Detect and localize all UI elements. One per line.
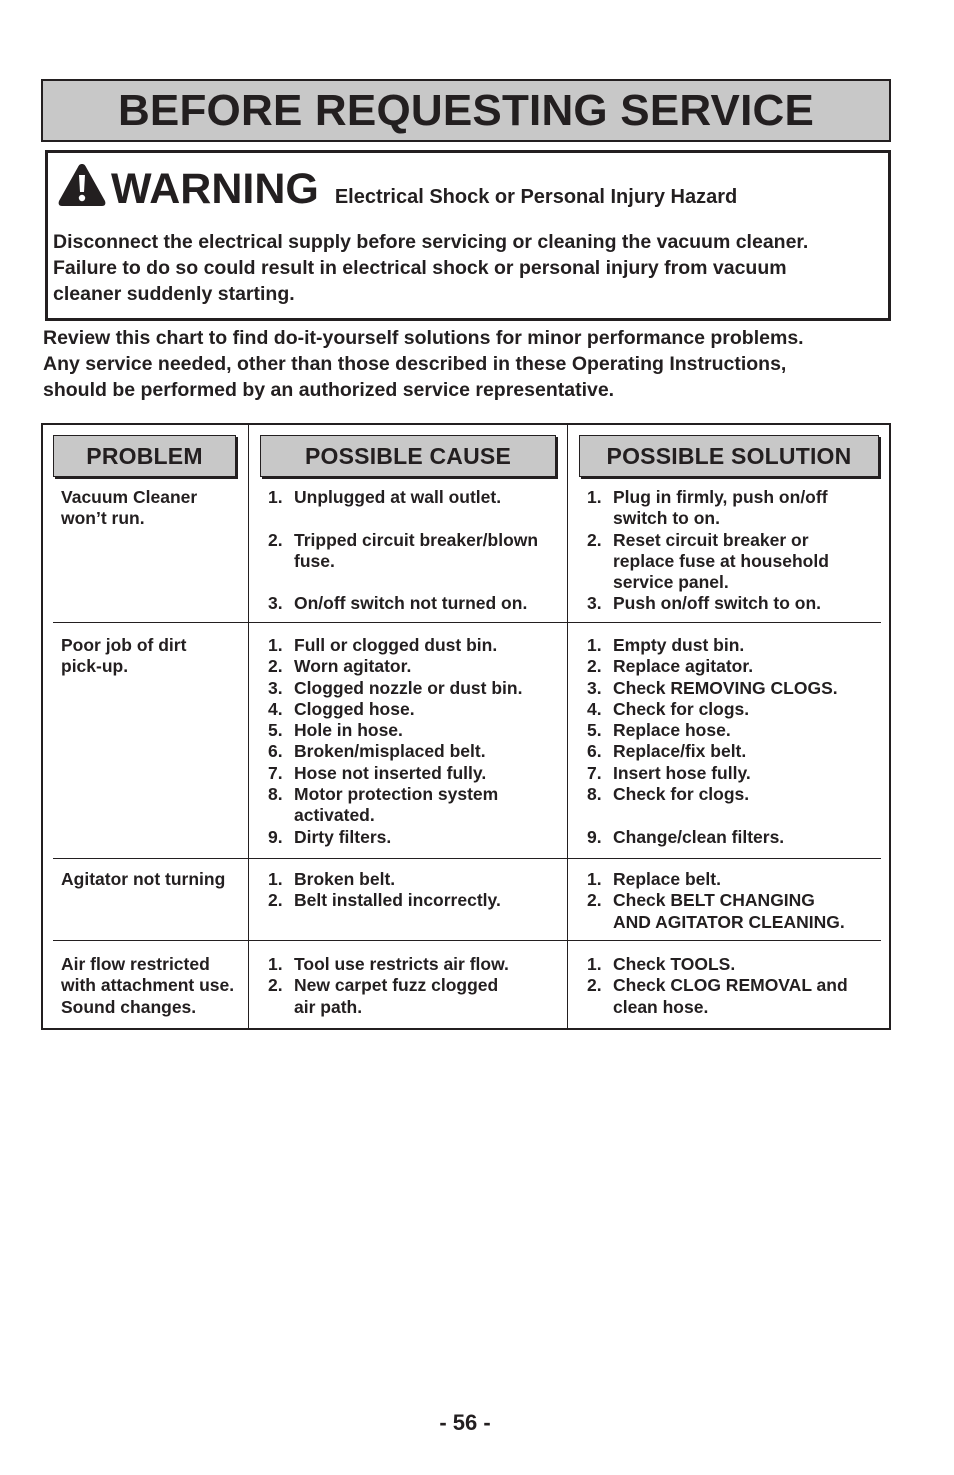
item-number: 9. <box>587 826 602 847</box>
page-number: - 56 - <box>439 1410 491 1435</box>
cause-item <box>268 699 568 720</box>
cause-item <box>268 763 568 784</box>
item-text <box>294 954 568 975</box>
item-text <box>294 720 568 741</box>
item-text <box>613 975 887 1018</box>
list-spacer <box>587 805 887 826</box>
item-line: Empty dust bin. <box>613 635 745 655</box>
solution-item <box>587 869 887 890</box>
problem-cell <box>61 954 251 1018</box>
item-number: 2. <box>587 975 602 996</box>
row-divider <box>53 622 881 623</box>
item-text <box>613 678 887 699</box>
item-line: Clogged nozzle or dust bin. <box>294 677 523 698</box>
item-number: 8. <box>587 784 602 805</box>
problem-line: pick-up. <box>61 656 129 677</box>
item-line: Unplugged at wall outlet. <box>294 487 502 507</box>
item-text <box>294 635 568 656</box>
solution-cell <box>587 635 887 848</box>
item-text <box>294 487 568 508</box>
item-number: 4. <box>587 698 602 719</box>
solution-item <box>587 635 887 656</box>
item-number: 7. <box>587 762 602 783</box>
item-line: Replace belt. <box>613 869 721 889</box>
solution-item <box>587 720 887 741</box>
item-line: Belt installed incorrectly. <box>294 890 501 911</box>
item-number: 1. <box>587 869 602 889</box>
item-text <box>294 869 568 890</box>
cause-item <box>268 741 568 762</box>
item-number: 1. <box>587 635 602 655</box>
solution-item <box>587 593 887 614</box>
item-number: 1. <box>268 487 283 507</box>
item-text <box>613 890 887 933</box>
item-line: Hole in hose. <box>294 720 403 741</box>
item-text <box>613 763 887 784</box>
cause-item <box>268 975 568 1018</box>
solution-item <box>587 741 887 762</box>
cause-item <box>268 890 568 911</box>
solution-item <box>587 678 887 699</box>
cause-item <box>268 954 568 975</box>
item-line: Insert hose fully. <box>613 762 751 783</box>
solution-item <box>587 699 887 720</box>
item-line: New carpet fuzz clogged <box>294 975 499 996</box>
item-line: Replace/fix belt. <box>613 741 747 762</box>
row-divider <box>53 940 881 941</box>
item-number: 1. <box>268 635 283 655</box>
item-text <box>613 699 887 720</box>
item-line: On/off switch not turned on. <box>294 593 528 614</box>
item-text <box>294 975 568 1018</box>
list-spacer <box>268 572 568 593</box>
item-line: Tool use restricts air flow. <box>294 954 509 974</box>
item-text <box>294 741 568 762</box>
item-line: replace fuse at household <box>613 550 829 571</box>
item-text <box>613 530 887 594</box>
item-line: Tripped circuit breaker/blown <box>294 529 539 550</box>
item-line: Motor protection system <box>294 784 499 805</box>
item-number: 3. <box>268 593 283 614</box>
item-number: 1. <box>268 869 283 889</box>
item-number: 3. <box>587 677 602 698</box>
solution-item <box>587 890 887 933</box>
item-text <box>294 656 568 677</box>
item-text <box>294 763 568 784</box>
cause-cell <box>268 954 568 1018</box>
item-text <box>294 530 568 573</box>
item-number: 2. <box>268 656 283 677</box>
item-number: 6. <box>587 741 602 762</box>
cause-item <box>268 784 568 827</box>
item-line: Worn agitator. <box>294 656 412 677</box>
item-line: Broken belt. <box>294 869 396 889</box>
item-line: switch to on. <box>613 508 720 529</box>
intro-line: Any service needed, other than those described in these Operating Instructions, <box>43 353 787 375</box>
item-text <box>613 741 887 762</box>
troubleshooting-chart <box>41 423 891 1030</box>
item-number: 1. <box>268 954 283 974</box>
item-number: 2. <box>268 890 283 911</box>
cause-item <box>268 635 568 656</box>
warning-text <box>53 229 885 307</box>
item-line: fuse. <box>294 550 335 571</box>
solution-item <box>587 975 887 1018</box>
item-number: 2. <box>587 529 602 550</box>
item-line: Change/clean filters. <box>613 826 785 847</box>
item-text <box>613 954 887 975</box>
item-line: Check for clogs. <box>613 698 750 719</box>
item-line: Clogged hose. <box>294 698 415 719</box>
warning-word: WARNING <box>111 165 319 213</box>
problem-line: Agitator not turning <box>61 869 226 889</box>
item-number: 1. <box>587 954 602 974</box>
item-number: 2. <box>587 656 602 677</box>
item-number: 6. <box>268 741 283 762</box>
warning-box <box>45 150 891 321</box>
item-line: air path. <box>294 996 363 1017</box>
cause-item <box>268 530 568 573</box>
solution-item <box>587 784 887 805</box>
item-text <box>613 593 887 614</box>
item-text <box>294 784 568 827</box>
item-number: 5. <box>268 720 283 741</box>
item-line: Replace hose. <box>613 720 731 741</box>
item-line: Check REMOVING CLOGS. <box>613 677 838 698</box>
item-line: Replace agitator. <box>613 656 754 677</box>
item-text <box>613 869 887 890</box>
item-text <box>613 487 887 530</box>
problem-line: Sound changes. <box>61 996 197 1017</box>
item-text <box>613 656 887 677</box>
cause-cell <box>268 487 568 615</box>
item-number: 3. <box>268 677 283 698</box>
problem-cell <box>61 869 251 890</box>
intro-line: Review this chart to find do-it-yourself solutions for minor performance problems. <box>43 327 804 349</box>
item-number: 2. <box>268 975 283 996</box>
item-text <box>613 784 887 805</box>
problem-line: Vacuum Cleaner <box>61 487 198 507</box>
item-text <box>294 593 568 614</box>
warning-line: Disconnect the electrical supply before servicing or cleaning the vacuum cleaner. <box>53 231 809 253</box>
item-line: clean hose. <box>613 996 709 1017</box>
warning-subtitle: Electrical Shock or Personal Injury Hazard <box>334 186 738 208</box>
solution-item <box>587 487 887 530</box>
item-text <box>294 678 568 699</box>
cause-item <box>268 869 568 890</box>
problem-line: Poor job of dirt <box>61 635 187 655</box>
item-line: AND AGITATOR CLEANING. <box>613 911 845 932</box>
intro-line: should be performed by an authorized service representative. <box>43 379 615 401</box>
item-text <box>613 635 887 656</box>
warning-header <box>57 163 737 211</box>
problem-line: with attachment use. <box>61 975 235 996</box>
item-number: 4. <box>268 698 283 719</box>
problem-line: Air flow restricted <box>61 954 210 974</box>
item-text <box>294 890 568 911</box>
item-line: Plug in firmly, push on/off <box>613 487 828 507</box>
page-title-bar <box>41 79 891 142</box>
item-line: Hose not inserted fully. <box>294 762 487 783</box>
warning-line: cleaner suddenly starting. <box>53 283 295 305</box>
item-line: Dirty filters. <box>294 826 392 847</box>
item-text <box>613 827 887 848</box>
item-line: Reset circuit breaker or <box>613 529 809 550</box>
solution-cell <box>587 869 887 933</box>
cause-item <box>268 720 568 741</box>
item-number: 3. <box>587 593 602 614</box>
item-text <box>613 720 887 741</box>
solution-item <box>587 827 887 848</box>
item-number: 5. <box>587 720 602 741</box>
warning-triangle-icon <box>57 163 107 207</box>
item-line: Push on/off switch to on. <box>613 593 822 614</box>
cause-item <box>268 827 568 848</box>
header-possible-solution: POSSIBLE SOLUTION <box>579 435 879 477</box>
item-line: service panel. <box>613 572 729 593</box>
item-text <box>294 827 568 848</box>
solution-item <box>587 656 887 677</box>
item-number: 1. <box>587 487 602 507</box>
cause-cell <box>268 869 568 912</box>
item-line: Full or clogged dust bin. <box>294 635 498 655</box>
cause-cell <box>268 635 568 848</box>
cause-item <box>268 593 568 614</box>
problem-cell <box>61 487 251 530</box>
solution-item <box>587 530 887 594</box>
problem-line: won’t run. <box>61 508 145 529</box>
solution-cell <box>587 487 887 615</box>
item-text <box>294 699 568 720</box>
item-line: Check BELT CHANGING <box>613 890 815 911</box>
item-number: 7. <box>268 762 283 783</box>
problem-cell <box>61 635 251 678</box>
item-number: 9. <box>268 826 283 847</box>
solution-item <box>587 763 887 784</box>
header-possible-cause: POSSIBLE CAUSE <box>260 435 556 477</box>
item-line: Check TOOLS. <box>613 954 736 974</box>
item-number: 2. <box>587 890 602 911</box>
cause-item <box>268 656 568 677</box>
cause-item <box>268 678 568 699</box>
intro-paragraph <box>43 325 893 403</box>
item-number: 2. <box>268 529 283 550</box>
item-line: Check CLOG REMOVAL and <box>613 975 848 996</box>
item-number: 8. <box>268 784 283 805</box>
item-line: Broken/misplaced belt. <box>294 741 486 762</box>
item-line: activated. <box>294 805 375 826</box>
item-line: Check for clogs. <box>613 784 750 805</box>
list-spacer <box>268 508 568 529</box>
cause-item <box>268 487 568 508</box>
row-divider <box>53 858 881 859</box>
header-problem: PROBLEM <box>53 435 236 477</box>
solution-cell <box>587 954 887 1018</box>
solution-item <box>587 954 887 975</box>
page-title: BEFORE REQUESTING SERVICE <box>117 85 815 135</box>
warning-line: Failure to do so could result in electrical shock or personal injury from vacuum <box>53 257 787 279</box>
